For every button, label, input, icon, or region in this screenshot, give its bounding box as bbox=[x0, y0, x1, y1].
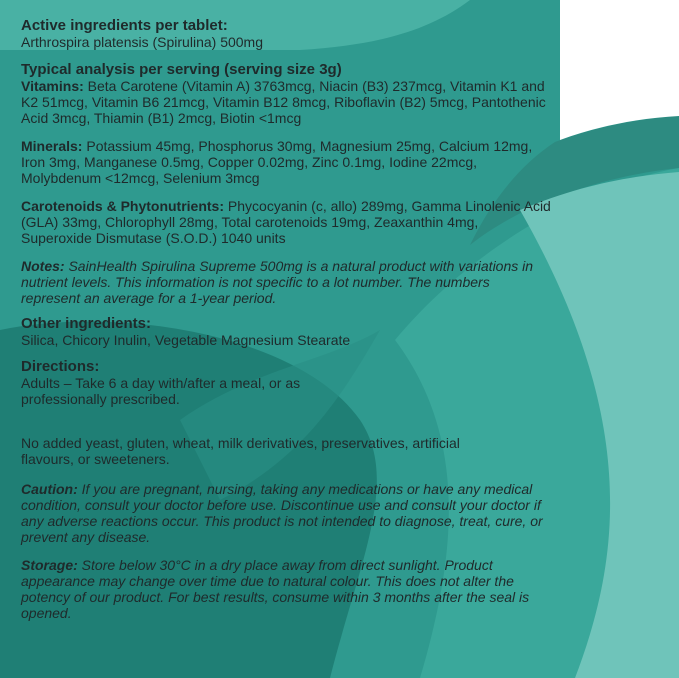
typical-analysis-section bbox=[21, 62, 551, 126]
vitamins-text: Beta Carotene (Vitamin A) 3763mcg, Niacin (B3) 237mcg, Vitamin K1 and K2 51mcg, Vitamin B6 21mcg, Vitamin B12 8mcg, Riboflavin (B2) 5mcg, Pantothenic Acid 3mcg, Thiamin (B1) 2mcg, Biotin <1mcg bbox=[21, 78, 546, 126]
caution-paragraph bbox=[21, 481, 551, 545]
minerals-text: Potassium 45mg, Phosphorus 30mg, Magnesium 25mg, Calcium 12mg, Iron 3mg, Manganese 0.5mg, Copper 0.02mg, Zinc 0.1mg, Iodine 22mcg, Molybdenum <12mcg, Selenium 3mcg bbox=[21, 138, 533, 186]
directions-title: Directions: bbox=[21, 358, 100, 375]
vitamins-label: Vitamins: bbox=[21, 78, 84, 94]
directions-section bbox=[21, 359, 551, 407]
typical-analysis-title: Typical analysis per serving (serving size 3g) bbox=[21, 61, 342, 78]
active-ingredients-section bbox=[21, 18, 551, 50]
notes-text: SainHealth Spirulina Supreme 500mg is a natural product with variations in nutrient levels. This information is not specific to a lot number. The numbers represent an average for a 1-year period. bbox=[21, 258, 534, 306]
vitamins-paragraph bbox=[21, 78, 551, 126]
carotenoids-label: Carotenoids & Phytonutrients: bbox=[21, 198, 225, 214]
active-ingredients-title: Active ingredients per tablet: bbox=[21, 17, 228, 34]
storage-label: Storage: bbox=[21, 557, 78, 573]
other-ingredients-text: Silica, Chicory Inulin, Vegetable Magnesium Stearate bbox=[21, 332, 351, 348]
carotenoids-text: Phycocyanin (c, allo) 289mg, Gamma Linolenic Acid (GLA) 33mg, Chlorophyll 28mg, Total carotenoids 19mg, Zeaxanthin 4mg, Superoxide Dismutase (S.O.D.) 1040 units bbox=[21, 198, 551, 246]
minerals-label: Minerals: bbox=[21, 138, 83, 154]
other-ingredients-title: Other ingredients: bbox=[21, 315, 152, 332]
notes-paragraph bbox=[21, 258, 551, 306]
directions-text: Adults – Take 6 a day with/after a meal, or as professionally prescribed. bbox=[21, 375, 301, 407]
label-text bbox=[21, 18, 551, 621]
caution-label: Caution: bbox=[21, 481, 78, 497]
other-ingredients-section bbox=[21, 316, 551, 348]
storage-text: Store below 30°C in a dry place away from direct sunlight. Product appearance may change over time due to natural colour. This does not alter the potency of our product. For best results, consume within 3 months after the seal is opened. bbox=[21, 557, 530, 621]
free-from-text: No added yeast, gluten, wheat, milk derivatives, preservatives, artificial flavours, or sweeteners. bbox=[21, 435, 460, 467]
caution-text: If you are pregnant, nursing, taking any medications or have any medical condition, consult your doctor before use. Discontinue use and consult your doctor if any adverse reactions occur. This product is not intended to diagnose, treat, cure, or prevent any disease. bbox=[21, 481, 543, 545]
active-ingredients-text: Arthrospira platensis (Spirulina) 500mg bbox=[21, 34, 263, 50]
notes-label: Notes: bbox=[21, 258, 65, 274]
storage-paragraph bbox=[21, 557, 551, 621]
minerals-paragraph bbox=[21, 138, 551, 186]
carotenoids-paragraph bbox=[21, 198, 551, 246]
